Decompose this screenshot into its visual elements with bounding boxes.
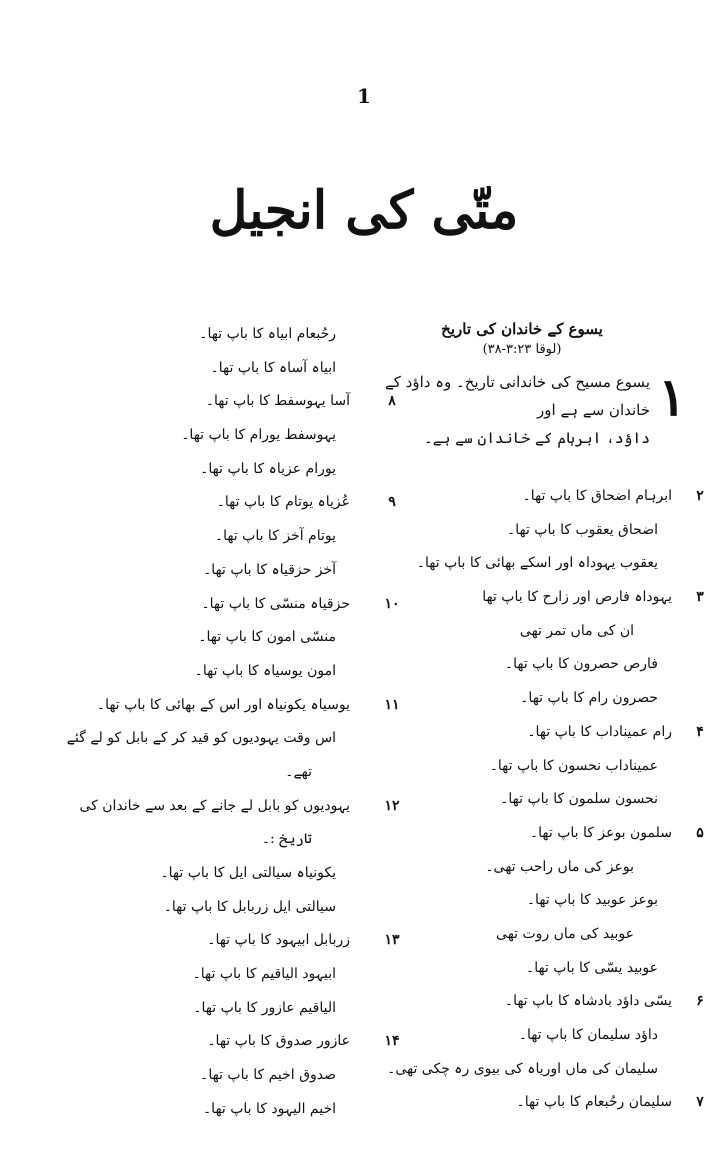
verse-text: ابرہام اضحاق کا باپ تھا۔ [522, 488, 672, 504]
verse-line [60, 486, 396, 520]
verse-line [60, 352, 350, 386]
verse-number: ۷ [696, 1094, 704, 1111]
verse-text: ان کی ماں تمر تھی [519, 622, 634, 639]
verse-line [372, 817, 704, 851]
verse-line [372, 716, 704, 750]
verse-text: یعقوب یہوداہ اور اسکے بھائی کا باپ تھا۔ [416, 555, 658, 572]
verse-line [60, 891, 350, 925]
verse-line [60, 689, 400, 723]
verse-line [60, 385, 396, 419]
verse-text: یوتام آخز کا باپ تھا۔ [214, 528, 336, 545]
verse-text: اخیم الیہود کا باپ تھا۔ [202, 1100, 336, 1117]
verse-line [372, 648, 672, 682]
verse-text: رحُبعام ابیاہ کا باپ تھا۔ [199, 326, 336, 342]
verse-text: زربابل ابیہود کا باپ تھا۔ [207, 932, 350, 949]
verse-text: امون یوسیاہ کا باپ تھا۔ [194, 662, 336, 679]
verse-line [372, 884, 672, 918]
verse-text: آخز حزقیاہ کا باپ تھا۔ [203, 561, 336, 578]
verse-text: عازور صدوق کا باپ تھا۔ [207, 1033, 350, 1050]
verse-text: تاریخ :۔ [261, 831, 312, 848]
verse-text: ابیاہ آساہ کا باپ تھا۔ [210, 359, 336, 376]
verse-text: بوعز عوبید کا باپ تھا۔ [526, 892, 658, 909]
verse-line [60, 1059, 350, 1093]
verse-number: ۳ [696, 589, 704, 606]
verse-line [372, 1019, 672, 1053]
verse-text: نحسون سلمون کا باپ تھا۔ [500, 791, 658, 808]
verse-line [372, 615, 672, 649]
verse-text: عوبید کی ماں روت تھی [496, 925, 634, 942]
verse-text: حصرون رام کا باپ تھا۔ [520, 690, 658, 707]
verse-text: بوعز کی ماں راحب تھی۔ [485, 858, 634, 875]
verse-line [60, 790, 400, 824]
chapter-dropcap: ۱ [658, 367, 686, 428]
verse-line [60, 520, 350, 554]
verse-line [372, 682, 672, 716]
verse-line [372, 952, 672, 986]
verse-number: ۹ [388, 494, 396, 511]
verse-number: ۸ [388, 393, 396, 410]
verse-line [60, 318, 350, 352]
verse-line [60, 1025, 400, 1059]
intro-line: داؤد، ابرہام کے خاندان سے ہے۔ [424, 429, 650, 447]
verse-line [372, 547, 672, 581]
verse-text: یکونیاہ سیالتی ایل کا باپ تھا۔ [160, 865, 336, 881]
verse-text: رام عمیناداب کا باپ تھا۔ [527, 723, 672, 740]
verse-line [60, 1093, 350, 1127]
verse-number: ۱۱ [384, 696, 400, 713]
verse-line [60, 924, 400, 958]
verse-line [60, 722, 350, 756]
verse-line [60, 554, 350, 588]
verse-line [60, 857, 350, 891]
verse-text: یہودیوں کو بابل لے جانے کے بعد سے خاندان کی [79, 797, 350, 814]
verse-text: داؤد سلیمان کا باپ تھا۔ [518, 1027, 658, 1043]
intro-paragraph [372, 367, 686, 452]
verse-line [372, 480, 704, 514]
cross-reference: (لوقا ۳:۲۳-۳۸) [482, 342, 562, 357]
verse-text: فارص حصرون کا باپ تھا۔ [504, 656, 658, 673]
verse-number: ۴ [696, 723, 704, 740]
verse-text: سلیمان کی ماں اوریاہ کی بیوی رہ چکی تھی۔ [387, 1060, 658, 1077]
verse-text: عُزیاہ یوتام کا باپ تھا۔ [216, 494, 350, 511]
page-number: 1 [357, 84, 371, 108]
verse-line [60, 419, 350, 453]
verse-line [372, 1086, 704, 1120]
verse-line [60, 958, 350, 992]
intro-line: یسوع مسیح کی خاندانی تاریخ۔ وہ داؤد کے خاندان سے ہے اور [384, 373, 650, 419]
book-title: متّی کی انجیل [209, 180, 519, 241]
verse-text: اضحاق یعقوب کا باپ تھا۔ [507, 521, 658, 538]
verse-text: یورام عزیاہ کا باپ تھا۔ [200, 460, 336, 477]
verse-text: یسّی داؤد بادشاہ کا باپ تھا۔ [504, 993, 672, 1010]
verse-line [372, 783, 672, 817]
verse-line [372, 750, 672, 784]
verse-line [372, 1053, 672, 1087]
verse-text: عوبید یسّی کا باپ تھا۔ [525, 959, 658, 976]
verse-line [60, 588, 400, 622]
verse-line [60, 621, 350, 655]
verse-line [60, 823, 350, 857]
verse-number: ۱۲ [384, 797, 400, 814]
verse-number: ۲ [696, 488, 704, 504]
verse-line [60, 756, 350, 790]
verse-text: سلیمان رحُبعام کا باپ تھا۔ [516, 1094, 672, 1111]
verse-line [60, 992, 350, 1026]
verse-text: حزقیاہ منسّی کا باپ تھا۔ [201, 595, 350, 612]
verse-line [372, 985, 704, 1019]
verse-line [372, 918, 672, 952]
verse-line [372, 581, 704, 615]
left-column [60, 318, 400, 1127]
verse-number: ۵ [696, 824, 704, 841]
verse-list [60, 318, 400, 1127]
verse-text: یہوسفط یورام کا باپ تھا۔ [181, 427, 336, 444]
section-heading: یسوع کے خاندان کی تاریخ [441, 320, 603, 338]
verse-text: ابیہود الیاقیم کا باپ تھا۔ [192, 966, 336, 983]
verse-number: ۱۴ [384, 1033, 400, 1050]
verse-text: منسّی امون کا باپ تھا۔ [198, 629, 336, 646]
verse-text: سلمون بوعز کا باپ تھا۔ [529, 824, 672, 841]
verse-text: عمیناداب نحسون کا باپ تھا۔ [489, 757, 658, 774]
verse-number: ۱۳ [384, 932, 400, 949]
verse-number: ۱۰ [384, 595, 400, 612]
verse-line [60, 453, 350, 487]
verse-text: تھے۔ [285, 763, 312, 780]
verse-text: آسا یہوسفط کا باپ تھا۔ [205, 393, 350, 410]
right-column [372, 318, 704, 1120]
verse-text: یہوداہ فارص اور زارح کا باپ تھا [482, 589, 672, 606]
verse-text: سیالتی ایل زربابل کا باپ تھا۔ [163, 898, 336, 915]
verse-text: یوسیاہ یکونیاہ اور اس کے بھائی کا باپ تھا۔ [96, 696, 350, 713]
verse-text: صدوق اخیم کا باپ تھا۔ [200, 1067, 336, 1084]
verse-list [372, 480, 704, 1120]
verse-line [372, 851, 672, 885]
verse-text: اس وقت یہودیوں کو قید کر کے بابل کو لے گئے [66, 730, 336, 747]
verse-number: ۶ [696, 993, 704, 1010]
verse-text: الیاقیم عازور کا باپ تھا۔ [193, 999, 336, 1016]
verse-line [372, 514, 672, 548]
verse-line [60, 655, 350, 689]
